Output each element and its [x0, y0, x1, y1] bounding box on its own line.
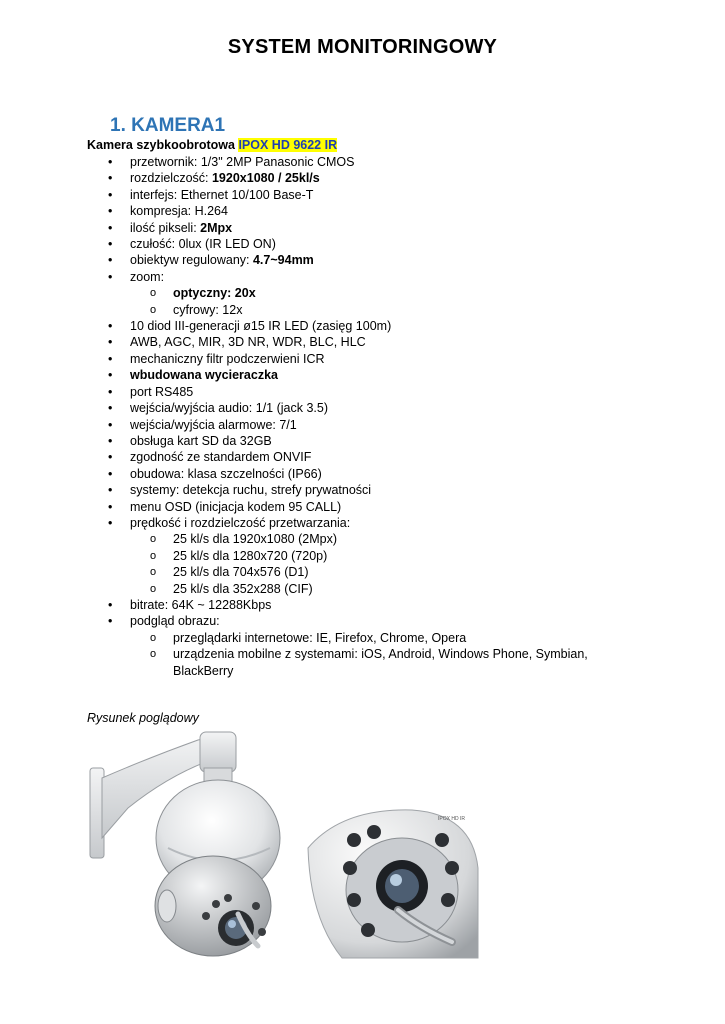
spec-text: bitrate: 64K ~ 12288Kbps — [130, 597, 272, 612]
camera-closeup-image — [302, 808, 480, 960]
dot-bullet-icon: • — [108, 401, 113, 416]
spec-value: 2Mpx — [200, 220, 233, 235]
spec-text: port RS485 — [130, 384, 194, 399]
spec-text: przeglądarki internetowe: IE, Firefox, Chrome, Opera — [173, 630, 467, 645]
spec-list — [0, 154, 593, 679]
product-model: IPOX HD 9622 IR — [238, 138, 338, 152]
spec-subitem — [0, 646, 593, 679]
dot-bullet-icon: • — [108, 171, 113, 186]
spec-text: wejścia/wyjścia alarmowe: 7/1 — [130, 417, 297, 432]
circle-bullet-icon: o — [150, 648, 157, 661]
spec-item — [0, 515, 550, 531]
spec-item — [0, 466, 550, 482]
spec-value: wbudowana wycieraczka — [130, 368, 278, 383]
figure-caption: Rysunek poglądowy — [87, 711, 199, 725]
dot-bullet-icon: • — [108, 499, 113, 514]
spec-subitem — [0, 531, 593, 547]
spec-text: przetwornik: 1/3" 2MP Panasonic CMOS — [130, 155, 355, 169]
dot-bullet-icon: • — [108, 269, 113, 284]
spec-item — [0, 220, 550, 236]
document-title: SYSTEM MONITORINGOWY — [227, 36, 498, 58]
product-line — [87, 138, 337, 152]
spec-item — [0, 318, 550, 334]
spec-item — [0, 482, 550, 498]
spec-subitem — [0, 630, 593, 646]
spec-item — [0, 597, 550, 613]
dot-bullet-icon: • — [108, 237, 113, 252]
circle-bullet-icon: o — [150, 303, 157, 316]
spec-text: obudowa: klasa szczelności (IP66) — [130, 466, 322, 481]
spec-item — [0, 170, 550, 186]
dot-bullet-icon: • — [108, 450, 113, 465]
circle-bullet-icon: o — [150, 549, 157, 562]
spec-text: urządzenia mobilne z systemami: iOS, Android, Windows Phone, Symbian, BlackBerry — [173, 647, 588, 678]
spec-label: ilość pikseli: — [130, 220, 201, 235]
spec-text: zoom: — [130, 269, 165, 284]
dot-bullet-icon: • — [108, 614, 113, 629]
dot-bullet-icon: • — [108, 466, 113, 481]
camera-model-label: IPOX HD IR — [438, 816, 465, 822]
spec-item — [0, 499, 550, 515]
spec-text: AWB, AGC, MIR, 3D NR, WDR, BLC, HLC — [130, 335, 366, 350]
spec-text: mechaniczny filtr podczerwieni ICR — [130, 351, 325, 366]
spec-value: optyczny: 20x — [173, 286, 256, 301]
spec-item — [0, 613, 550, 629]
spec-value: 4.7~94mm — [252, 253, 314, 268]
circle-bullet-icon: o — [150, 566, 157, 579]
circle-bullet-icon: o — [150, 582, 157, 595]
spec-item — [0, 384, 550, 400]
spec-text: prędkość i rozdzielczość przetwarzania: — [130, 515, 351, 530]
circle-bullet-icon: o — [150, 287, 157, 300]
spec-item — [0, 400, 550, 416]
spec-subitem — [0, 548, 593, 564]
dot-bullet-icon: • — [108, 187, 113, 202]
dot-bullet-icon: • — [108, 597, 113, 612]
camera-full-image — [88, 728, 308, 960]
circle-bullet-icon: o — [150, 533, 157, 546]
dot-bullet-icon: • — [108, 368, 113, 383]
spec-text: 25 kl/s dla 1280x720 (720p) — [173, 548, 328, 563]
spec-text: wejścia/wyjścia audio: 1/1 (jack 3.5) — [130, 401, 328, 416]
spec-subitem — [0, 581, 593, 597]
section-heading: 1. KAMERA1 — [110, 115, 226, 136]
spec-item — [0, 187, 550, 203]
dot-bullet-icon: • — [108, 433, 113, 448]
spec-text: interfejs: Ethernet 10/100 Base-T — [130, 187, 314, 202]
spec-item — [0, 252, 550, 268]
dot-bullet-icon: • — [108, 220, 113, 235]
product-prefix: Kamera szybkoobrotowa — [87, 138, 235, 152]
spec-value: 1920x1080 / 25kl/s — [211, 171, 320, 186]
dot-bullet-icon: • — [108, 351, 113, 366]
spec-item — [0, 334, 550, 350]
spec-text: zgodność ze standardem ONVIF — [130, 450, 312, 465]
dot-bullet-icon: • — [108, 417, 113, 432]
spec-subitem — [0, 564, 593, 580]
dot-bullet-icon: • — [108, 253, 113, 268]
spec-text: 10 diod III-generacji ø15 IR LED (zasięg 100m) — [130, 319, 392, 334]
spec-item — [0, 449, 550, 465]
spec-item — [0, 269, 550, 285]
dot-bullet-icon: • — [108, 335, 113, 350]
spec-text: cyfrowy: 12x — [173, 302, 243, 317]
spec-text: obsługa kart SD da 32GB — [130, 433, 272, 448]
spec-subitem — [0, 302, 593, 318]
spec-item — [0, 154, 550, 170]
spec-text: 25 kl/s dla 352x288 (CIF) — [173, 581, 313, 596]
spec-subitem — [0, 285, 593, 301]
spec-label: rozdzielczość: — [130, 171, 212, 186]
spec-label: obiektyw regulowany: — [130, 253, 253, 268]
spec-item — [0, 367, 550, 383]
dot-bullet-icon: • — [108, 319, 113, 334]
dot-bullet-icon: • — [108, 155, 113, 169]
spec-item — [0, 433, 550, 449]
spec-item — [0, 236, 550, 252]
spec-text: 25 kl/s dla 1920x1080 (2Mpx) — [173, 532, 337, 547]
dot-bullet-icon: • — [108, 204, 113, 219]
dot-bullet-icon: • — [108, 384, 113, 399]
spec-item — [0, 203, 550, 219]
spec-text: 25 kl/s dla 704x576 (D1) — [173, 565, 309, 580]
spec-text: czułość: 0lux (IR LED ON) — [130, 237, 276, 252]
circle-bullet-icon: o — [150, 631, 157, 644]
spec-text: systemy: detekcja ruchu, strefy prywatności — [130, 483, 372, 498]
dot-bullet-icon: • — [108, 515, 113, 530]
spec-item — [0, 417, 550, 433]
spec-item — [0, 351, 550, 367]
spec-text: menu OSD (inicjacja kodem 95 CALL) — [130, 499, 342, 514]
spec-text: podgląd obrazu: — [130, 614, 220, 629]
dot-bullet-icon: • — [108, 483, 113, 498]
spec-text: kompresja: H.264 — [130, 204, 228, 219]
